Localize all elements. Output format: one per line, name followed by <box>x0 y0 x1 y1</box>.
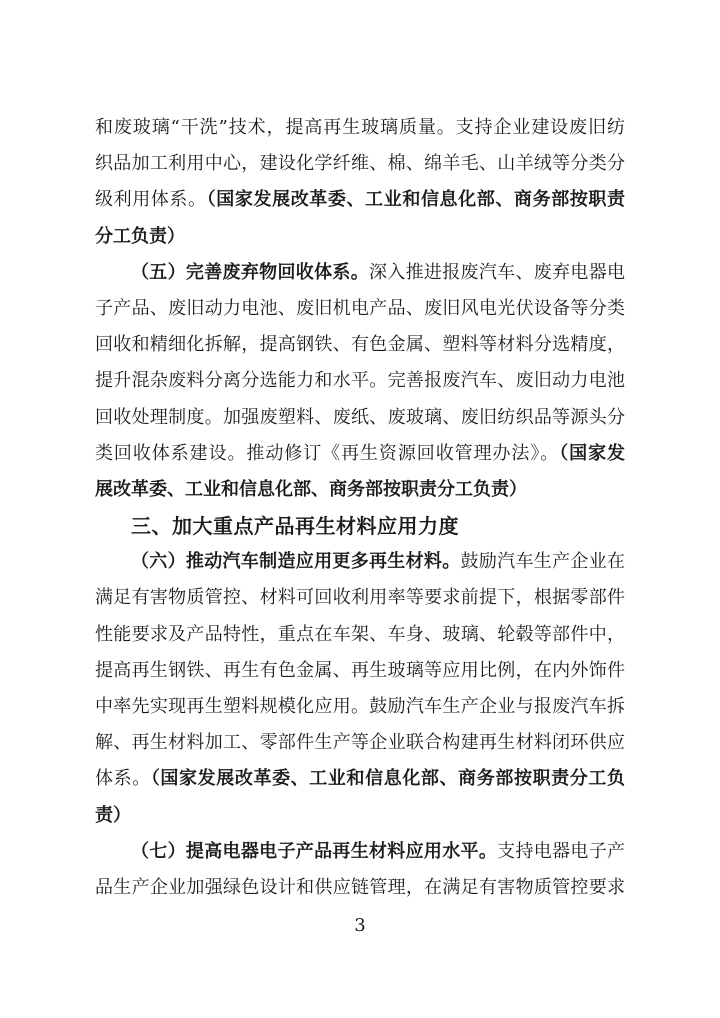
text-line <box>95 182 625 218</box>
text-segment-normal: 性能要求及产品特性，重点在车架、车身、玻璃、轮毂等部件中， <box>95 623 625 645</box>
text-segment-normal: 子产品、废旧动力电池、废旧机电产品、废旧风电光伏设备等分类 <box>95 297 625 319</box>
text-line <box>95 436 625 472</box>
text-segment-normal: 类回收体系建设。推动修订《再生资源回收管理办法》。 <box>95 442 560 464</box>
text-segment-normal: 解、再生材料加工、零部件生产等企业联合构建再生材料闭环供应 <box>95 732 625 754</box>
text-segment-normal: 提升混杂废料分离分选能力和水平。完善报废汽车、废旧动力电池 <box>95 370 625 392</box>
text-segment-normal: 体系。 <box>95 768 151 790</box>
text-segment-bold: （五）完善废弃物回收体系。 <box>131 261 369 283</box>
document-lines <box>95 110 625 906</box>
text-line <box>95 870 625 906</box>
text-segment-normal: 提高再生钢铁、再生有色金属、再生玻璃等应用比例，在内外饰件 <box>95 659 625 681</box>
text-line <box>95 146 625 182</box>
text-line <box>95 689 625 725</box>
text-segment-bold: （国家发展改革委、工业和信息化部、商务部按职责 <box>206 189 625 211</box>
text-segment-bold: （国家发展改革委、工业和信息化部、商务部按职责分工负 <box>150 768 625 790</box>
text-line <box>95 363 625 399</box>
text-segment-bold: 三、加大重点产品再生材料应用力度 <box>131 514 459 539</box>
text-line <box>95 219 625 255</box>
text-line <box>95 472 625 508</box>
text-segment-normal: 织品加工利用中心，建设化学纤维、棉、绵羊毛、山羊绒等分类分 <box>95 153 625 175</box>
text-segment-normal: 级利用体系。 <box>95 189 207 211</box>
text-line <box>95 617 625 653</box>
text-line <box>95 255 625 291</box>
text-line <box>95 653 625 689</box>
page-number: 3 <box>354 914 366 936</box>
text-segment-normal: 回收处理制度。加强废塑料、废纸、废玻璃、废旧纺织品等源头分 <box>95 406 625 428</box>
text-block <box>95 110 625 944</box>
text-line <box>95 110 625 146</box>
text-line <box>95 291 625 327</box>
text-line <box>95 761 625 797</box>
text-segment-bold: 责） <box>95 804 131 826</box>
text-line <box>95 834 625 870</box>
text-line <box>95 544 625 580</box>
text-segment-normal: 和废玻璃“干洗”技术，提高再生玻璃质量。支持企业建设废旧纺 <box>95 117 625 138</box>
text-line <box>95 327 625 363</box>
section-heading <box>95 508 625 544</box>
text-segment-bold: （七）提高电器电子产品再生材料应用水平。 <box>131 840 498 862</box>
text-segment-bold: （国家发 <box>559 442 625 464</box>
text-segment-normal: 深入推进报废汽车、废弃电器电 <box>369 261 625 283</box>
text-line <box>95 798 625 834</box>
text-segment-normal: 回收和精细化拆解，提高钢铁、有色金属、塑料等材料分选精度， <box>95 334 625 356</box>
text-segment-normal: 鼓励汽车生产企业在 <box>460 551 625 573</box>
text-segment-normal: 满足有害物质管控、材料可回收利用率等要求前提下，根据零部件 <box>95 587 625 609</box>
text-segment-bold: 展改革委、工业和信息化部、商务部按职责分工负责） <box>95 478 527 500</box>
text-line <box>95 725 625 761</box>
text-segment-normal: 支持电器电子产 <box>497 840 625 862</box>
text-segment-normal: 中率先实现再生塑料规模化应用。鼓励汽车生产企业与报废汽车拆 <box>95 696 625 717</box>
text-segment-bold: 分工负责） <box>95 225 185 247</box>
text-segment-bold: （六）推动汽车制造应用更多再生材料。 <box>131 551 461 573</box>
text-line <box>95 580 625 616</box>
text-line <box>95 400 625 436</box>
text-segment-normal: 品生产企业加强绿色设计和供应链管理，在满足有害物质管控要求 <box>95 876 625 898</box>
